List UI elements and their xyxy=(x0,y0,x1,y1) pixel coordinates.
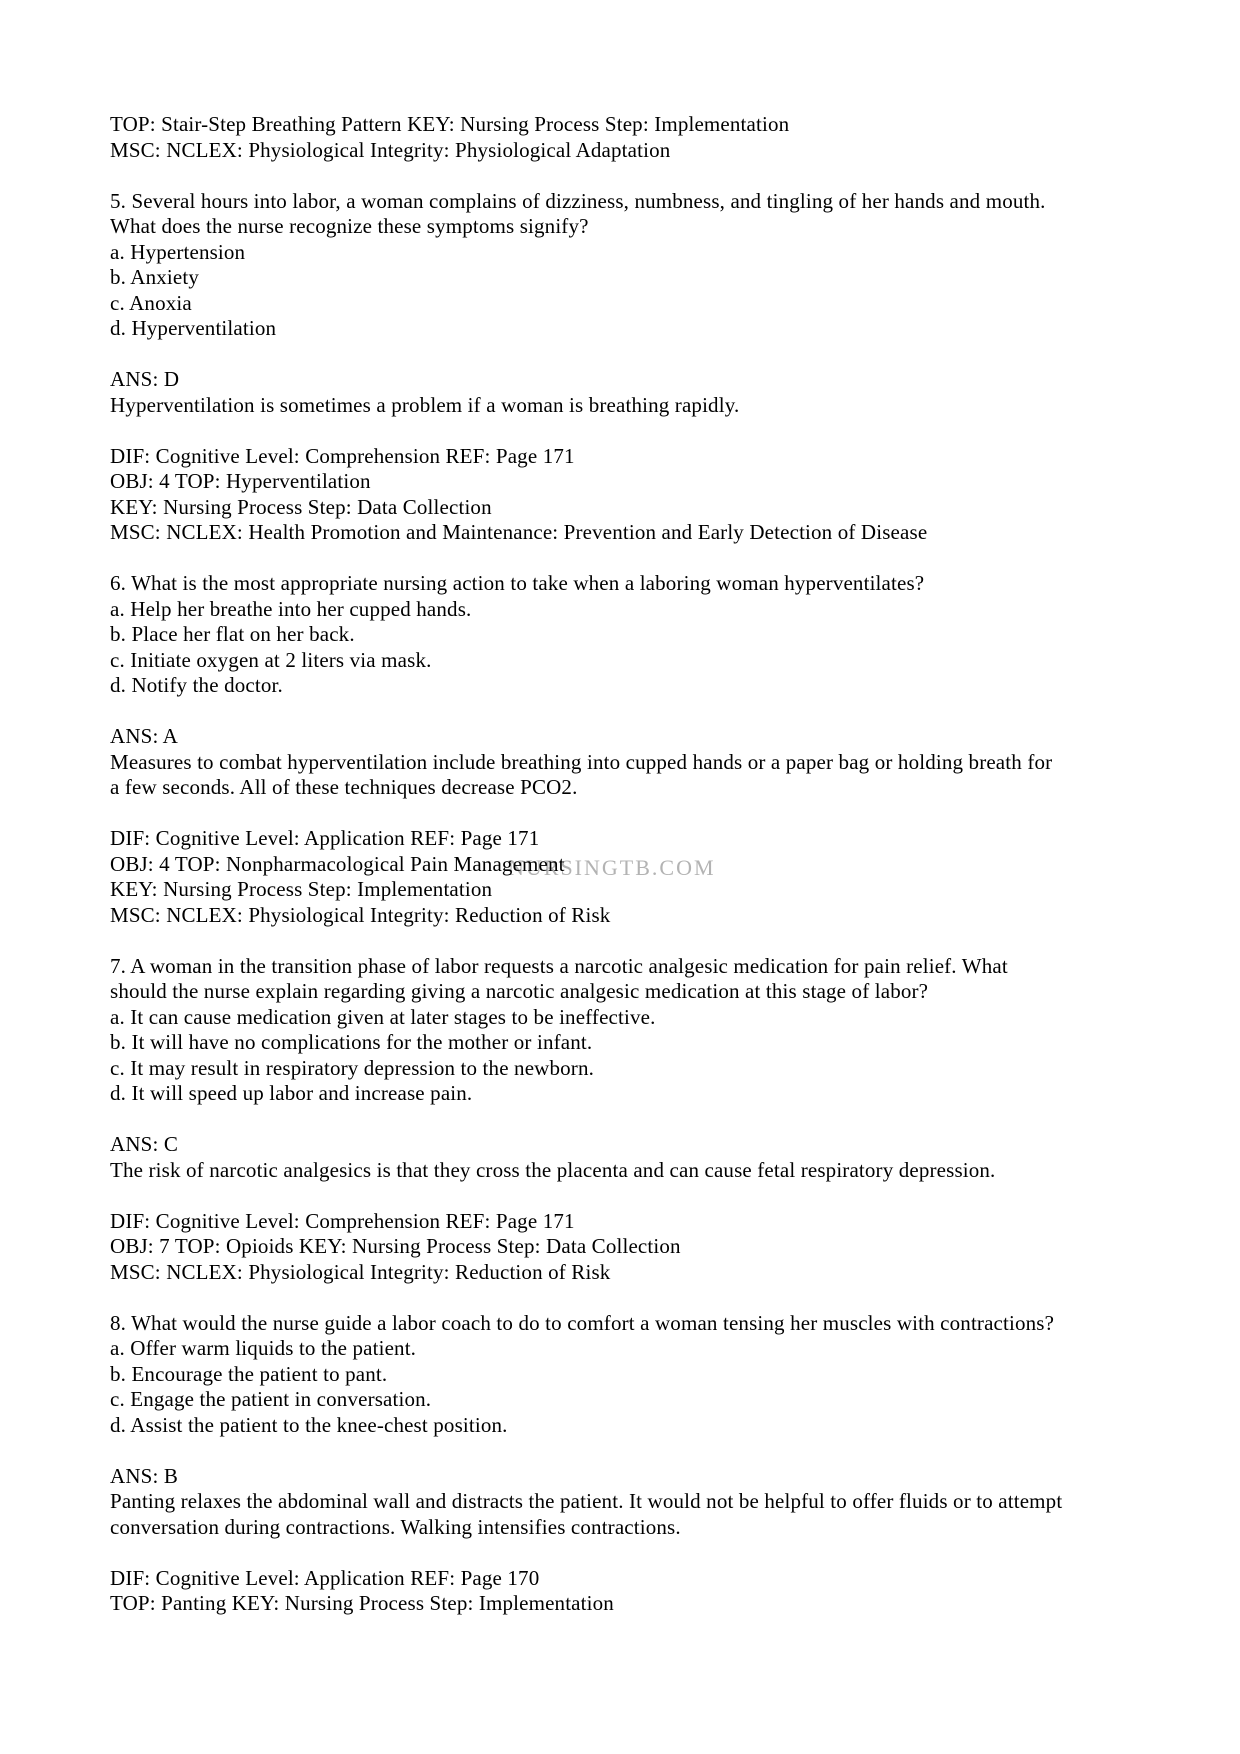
meta-line: KEY: Nursing Process Step: Implementation xyxy=(110,877,493,901)
rationale-line: The risk of narcotic analgesics is that they cross the placenta and can cause fetal respiratory depression. xyxy=(110,1157,996,1182)
blank-line xyxy=(110,546,1240,572)
blank-line xyxy=(110,1183,1240,1209)
option-line: a. Hypertension xyxy=(110,239,246,264)
blank-line xyxy=(110,1540,1240,1566)
meta-line: OBJ: 7 TOP: Opioids KEY: Nursing Process Step: Data Collection xyxy=(110,1234,681,1258)
blank-line xyxy=(110,1438,1240,1464)
blank-line xyxy=(110,163,1240,189)
option-line: b. Anxiety xyxy=(110,265,199,289)
answer-line: ANS: D xyxy=(110,367,180,391)
question-line: 8. What would the nurse guide a labor coach to do to comfort a woman tensing her muscles with contractions? xyxy=(110,1310,1055,1335)
option-line: c. Initiate oxygen at 2 liters via mask. xyxy=(110,647,432,672)
meta-line: MSC: NCLEX: Health Promotion and Maintenance: Prevention and Early Detection of Disease xyxy=(110,520,928,544)
meta-line: DIF: Cognitive Level: Application REF: Page 170 xyxy=(110,1565,540,1590)
meta-line: TOP: Stair-Step Breathing Pattern KEY: Nursing Process Step: Implementation xyxy=(110,112,790,136)
question-line: What does the nurse recognize these symptoms signify? xyxy=(110,214,589,238)
meta-line: KEY: Nursing Process Step: Data Collection xyxy=(110,494,492,519)
option-line: c. It may result in respiratory depression to the newborn. xyxy=(110,1055,594,1080)
option-line: c. Engage the patient in conversation. xyxy=(110,1387,432,1411)
blank-line xyxy=(110,342,1240,368)
watermark-text: NURSINGTB.COM xyxy=(508,855,716,880)
option-line: a. Help her breathe into her cupped hands. xyxy=(110,596,472,621)
answer-line: ANS: C xyxy=(110,1132,179,1156)
meta-line: DIF: Cognitive Level: Application REF: Page 171 xyxy=(110,826,540,850)
meta-line: OBJ: 4 TOP: Hyperventilation xyxy=(110,469,371,493)
option-line: a. It can cause medication given at later stages to be ineffective. xyxy=(110,1004,656,1029)
blank-line xyxy=(110,1107,1240,1133)
option-line: c. Anoxia xyxy=(110,290,192,315)
meta-line: OBJ: 4 TOP: Nonpharmacological Pain Management xyxy=(110,851,565,876)
option-line: d. Assist the patient to the knee-chest position. xyxy=(110,1412,508,1437)
answer-line: ANS: A xyxy=(110,724,179,748)
option-line: b. Encourage the patient to pant. xyxy=(110,1361,388,1386)
rationale-line: Measures to combat hyperventilation include breathing into cupped hands or a paper bag or holding breath for xyxy=(110,749,1053,774)
meta-line: MSC: NCLEX: Physiological Integrity: Reduction of Risk xyxy=(110,902,611,927)
rationale-line: Hyperventilation is sometimes a problem if a woman is breathing rapidly. xyxy=(110,392,740,417)
meta-line: DIF: Cognitive Level: Comprehension REF: Page 171 xyxy=(110,1208,575,1233)
rationale-line: a few seconds. All of these techniques decrease PCO2. xyxy=(110,775,578,799)
option-line: b. Place her flat on her back. xyxy=(110,622,355,646)
meta-line: TOP: Panting KEY: Nursing Process Step: Implementation xyxy=(110,1591,614,1615)
blank-line xyxy=(110,418,1240,444)
blank-line xyxy=(110,928,1240,954)
option-line: d. Hyperventilation xyxy=(110,316,277,340)
rationale-line: conversation during contractions. Walking intensifies contractions. xyxy=(110,1514,681,1539)
rationale-line: Panting relaxes the abdominal wall and distracts the patient. It would not be helpful to offer fluids or to attempt xyxy=(110,1489,1063,1513)
question-line: 5. Several hours into labor, a woman complains of dizziness, numbness, and tingling of her hands and mouth. xyxy=(110,188,1046,213)
meta-line: MSC: NCLEX: Physiological Integrity: Reduction of Risk xyxy=(110,1259,611,1284)
option-line: a. Offer warm liquids to the patient. xyxy=(110,1336,417,1360)
blank-line xyxy=(110,801,1240,827)
blank-line xyxy=(110,1285,1240,1311)
blank-line xyxy=(110,699,1240,725)
option-line: d. It will speed up labor and increase pain. xyxy=(110,1081,473,1105)
question-line: 7. A woman in the transition phase of labor requests a narcotic analgesic medication for pain relief. What xyxy=(110,953,1008,978)
meta-line: DIF: Cognitive Level: Comprehension REF: Page 171 xyxy=(110,443,575,468)
option-line: d. Notify the doctor. xyxy=(110,673,283,697)
answer-line: ANS: B xyxy=(110,1463,179,1488)
meta-line: MSC: NCLEX: Physiological Integrity: Physiological Adaptation xyxy=(110,137,671,162)
question-line: should the nurse explain regarding giving a narcotic analgesic medication at this stage of labor? xyxy=(110,979,929,1003)
question-line: 6. What is the most appropriate nursing action to take when a laboring woman hyperventilates? xyxy=(110,571,925,595)
option-line: b. It will have no complications for the mother or infant. xyxy=(110,1030,593,1054)
